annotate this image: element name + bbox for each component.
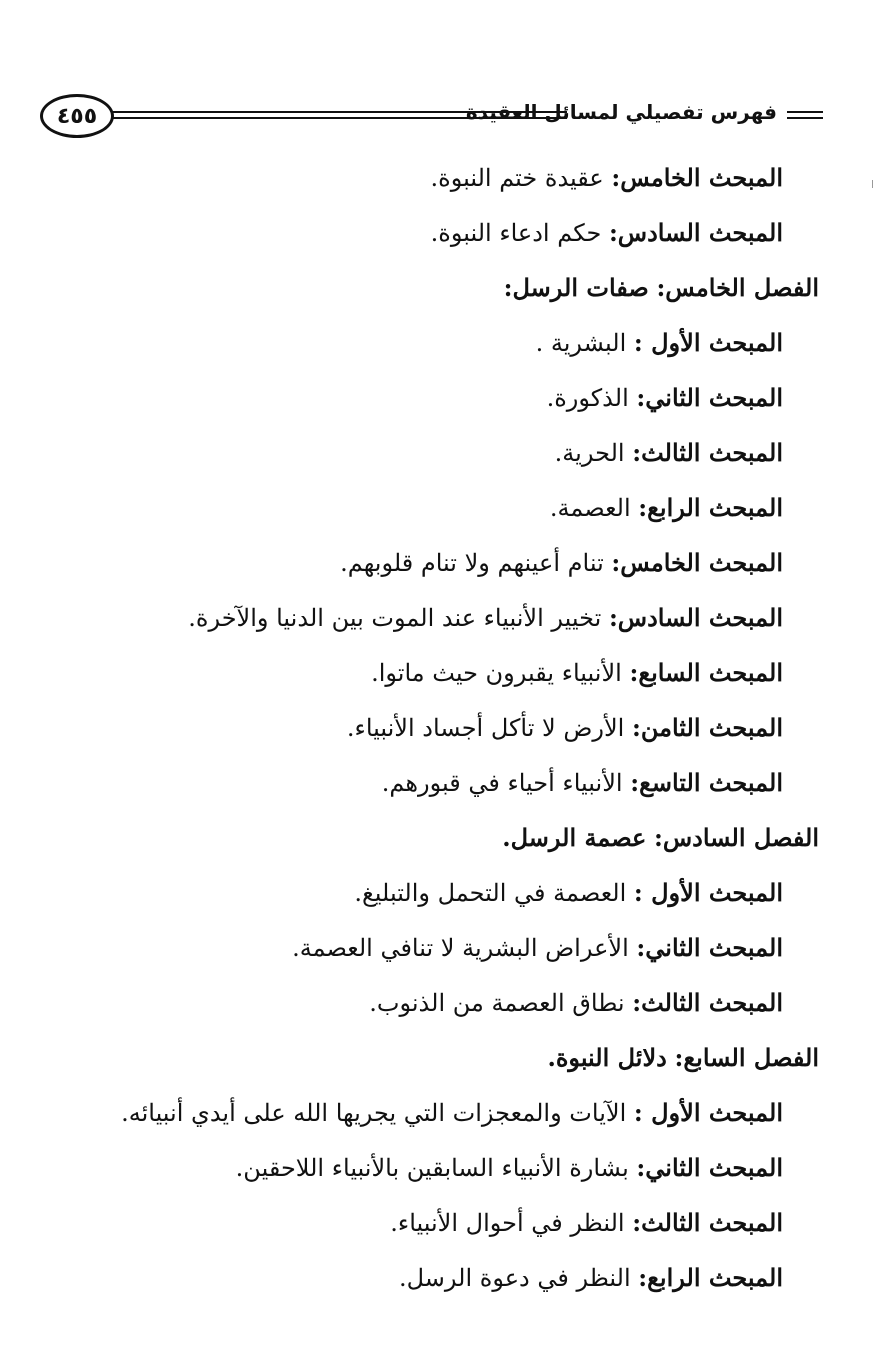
toc-entry-title: الأعراض البشرية لا تنافي العصمة. (292, 934, 629, 962)
toc-entry (59, 700, 819, 755)
toc-entry-title: الحرية. (554, 439, 625, 467)
toc-entry-label: المبحث السادس: (608, 603, 783, 632)
toc-entry (59, 590, 819, 645)
toc-entry-label: المبحث الرابع: (638, 493, 783, 522)
toc-entry-label: المبحث الثاني: (636, 1153, 783, 1182)
toc-entry-label: المبحث الثامن: (631, 713, 783, 742)
toc-entry (59, 370, 819, 425)
header-rule-short-lower (787, 117, 823, 119)
toc-entry-label: المبحث الرابع: (638, 1263, 783, 1292)
toc-entry-label: المبحث الأول : (633, 328, 783, 357)
toc-chapter (59, 1030, 819, 1085)
toc-chapter (59, 810, 819, 865)
toc-entry (59, 315, 819, 370)
toc-chapter-title: دلائل النبوة. (547, 1043, 667, 1072)
toc-entry-label: المبحث الثالث: (632, 438, 783, 467)
header-rule-short-upper (787, 111, 823, 113)
running-title: فهرس تفصيلي لمسائل العقيدة (465, 100, 777, 124)
toc-entry-title: الذكورة. (546, 384, 629, 412)
toc-entry-title: العصمة. (549, 494, 631, 522)
toc-entry-title: النظر في أحوال الأنبياء. (390, 1209, 625, 1237)
toc-entry (59, 865, 819, 920)
page-header (40, 94, 823, 140)
toc-entry-title: الأنبياء أحياء في قبورهم. (381, 769, 623, 797)
toc-entry (59, 150, 819, 205)
page-number: ٤٥٥ (40, 94, 114, 138)
toc-entry (59, 1085, 819, 1140)
toc-chapter-title: عصمة الرسل. (502, 823, 647, 852)
toc-entry-title: النظر في دعوة الرسل. (399, 1264, 631, 1292)
toc-entry-label: المبحث الخامس: (611, 163, 783, 192)
toc-entry-title: الآيات والمعجزات التي يجريها الله على أيدي أنبيائه. (121, 1099, 627, 1127)
toc-entry-label: المبحث الثاني: (636, 933, 783, 962)
toc-entry (59, 1195, 819, 1250)
toc-entry-label: المبحث الثالث: (632, 988, 783, 1017)
toc-entry-label: المبحث السابع: (629, 658, 783, 687)
toc-chapter (59, 260, 819, 315)
toc-entry-label: المبحث الأول : (633, 878, 783, 907)
toc-entry-label: المبحث الثالث: (632, 1208, 783, 1237)
toc-entry-title: بشارة الأنبياء السابقين بالأنبياء اللاحقين. (235, 1154, 629, 1182)
toc-entry (59, 425, 819, 480)
toc-entry-label: المبحث السادس: (608, 218, 783, 247)
toc-entry-title: تنام أعينهم ولا تنام قلوبهم. (340, 549, 604, 577)
toc-entry (59, 480, 819, 535)
toc-entry-label: المبحث الخامس: (611, 548, 783, 577)
toc-chapter-label: الفصل الخامس: (656, 273, 819, 302)
toc-entry (59, 1140, 819, 1195)
toc-entry-label: المبحث الأول : (633, 1098, 783, 1127)
toc-chapter-label: الفصل السابع: (674, 1043, 819, 1072)
toc-entry-title: تخيير الأنبياء عند الموت بين الدنيا والآخرة. (188, 604, 602, 632)
toc-entry-title: نطاق العصمة من الذنوب. (369, 989, 625, 1017)
toc-entry (59, 535, 819, 590)
toc-entry-label: المبحث التاسع: (630, 768, 783, 797)
toc-entry-title: الأنبياء يقبرون حيث ماتوا. (371, 659, 622, 687)
toc-entry-title: العصمة في التحمل والتبليغ. (354, 879, 627, 907)
toc-entry (59, 755, 819, 810)
toc-chapter-label: الفصل السادس: (653, 823, 819, 852)
toc-entry (59, 920, 819, 975)
toc-entry-label: المبحث الثاني: (636, 383, 783, 412)
toc-entry (59, 205, 819, 260)
toc-entry (59, 645, 819, 700)
toc-entry-title: عقيدة ختم النبوة. (430, 164, 604, 192)
toc-chapter-title: صفات الرسل: (503, 273, 649, 302)
toc-entry-title: الأرض لا تأكل أجساد الأنبياء. (346, 714, 625, 742)
table-of-contents (59, 150, 819, 1305)
toc-entry (59, 975, 819, 1030)
toc-entry (59, 1250, 819, 1305)
toc-entry-title: حكم ادعاء النبوة. (430, 219, 602, 247)
toc-entry-title: البشرية . (535, 329, 627, 357)
